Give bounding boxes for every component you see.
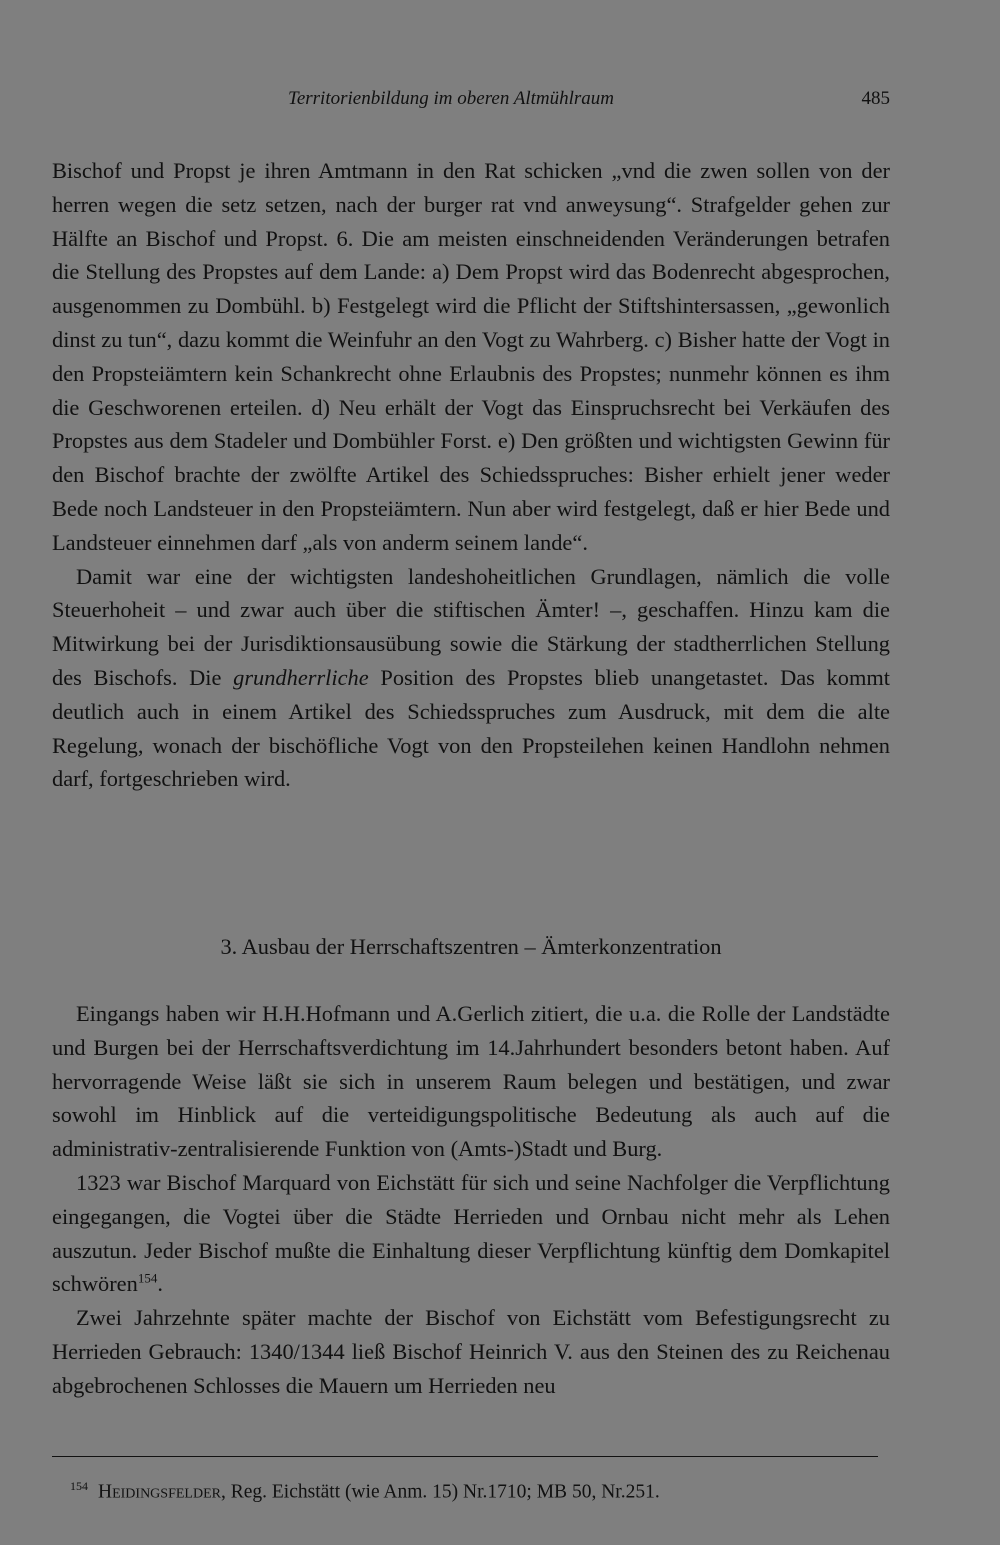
running-header: [52, 88, 890, 118]
footnote-reference[interactable]: 154: [137, 1270, 158, 1286]
text-run: 1323 war Bischof Marquard von Eichstätt für sich und seine Nachfolger die Verpflichtung eingegangen, die Vogtei über die Städte Herrieden und Ornbau nicht mehr als Lehen auszutun. Jeder Bischof mußte die Einhaltung dieser Verpflichtung künftig dem Domkapitel schwören: [52, 1169, 890, 1297]
paragraph: [52, 560, 890, 797]
paragraph: Zwei Jahrzehnte später machte der Bischof von Eichstätt vom Befestigungsrecht zu Herrieden Gebrauch: 1340/1344 ließ Bischof Heinrich V. aus den Steinen des zu Reichenau abgebrochenen Schlosses die Mauern um Herrieden neu: [52, 1305, 890, 1398]
text-run: .: [157, 1271, 163, 1297]
italic-term: grundherrliche: [233, 664, 369, 690]
running-title: Territorienbildung im oberen Altmühlraum: [288, 88, 615, 109]
section-1-text: [52, 154, 890, 796]
footnote-author: Heidingsfelder: [98, 1481, 221, 1503]
page-number: 485: [861, 88, 890, 109]
section-2-text: [52, 997, 890, 1403]
paragraph: [52, 1166, 890, 1301]
footnote-number: 154: [70, 1479, 88, 1493]
footnote: [70, 1472, 890, 1507]
section-heading: 3. Ausbau der Herrschaftszentren – Ämterkonzentration: [220, 934, 722, 959]
text-run: Damit war eine der wichtigsten landeshoheitlichen Grundlagen, nämlich die volle Steuerhoheit – und zwar auch über die stiftischen Ämter! –, geschaffen. Hinzu kam die Mitwirkung bei der Jurisdiktionsausübung sowie die Stärkung der stadtherrlichen Stellung des Bischofs. Die: [52, 563, 890, 690]
text-run: Position des Propstes blieb unangetastet. Das kommt deutlich auch in einem Artikel des Schiedsspruches zum Ausdruck, mit dem die alte Regelung, wonach der bischöfliche Vogt von den Propsteilehen keinen Handlohn nehmen darf, fortgeschrieben wird.: [52, 664, 891, 792]
paragraph: Eingangs haben wir H.H.Hofmann und A.Gerlich zitiert, die u.a. die Rolle der Landstädte und Burgen bei der Herrschaftsverdichtung im 14.Jahrhundert besonders betont haben. Auf hervorragende Weise läßt sie sich in unserem Raum belegen und bestätigen, und zwar sowohl im Hinblick auf die verteidigungspolitische Bedeutung als auch auf die administrativ-zentralisierende Funktion von (Amts-)Stadt und Burg.: [52, 1001, 890, 1162]
footnote-divider: [52, 1456, 878, 1457]
paragraph: Bischof und Propst je ihren Amtmann in den Rat schicken „vnd die zwen sollen von der herren wegen die setz setzen, nach der burger rat vnd anweysung“. Strafgelder gehen zur Hälfte an Bischof und Propst. 6. Die am meisten einschneidenden Veränderungen betrafen die Stellung des Propstes auf dem Lande: a) Dem Propst wird das Bodenrecht abgesprochen, ausgenommen zu Dombühl. b) Festgelegt wird die Pflicht der Stiftshintersassen, „gewonlich dinst zu tun“, dazu kommt die Weinfuhr an den Vogt zu Wahrberg. c) Bisher hatte der Vogt in den Propsteiämtern kein Schankrecht ohne Erlaubnis des Propstes; nunmehr können es ihm die Geschworenen erteilen. d) Neu erhält der Vogt das Einspruchsrecht bei Verkäufen des Propstes aus dem Stadeler und Dombühler Forst. e) Den größten und wichtigsten Gewinn für den Bischof brachte der zwölfte Artikel des Schiedsspruches: Bisher erhielt jener weder Bede noch Landsteuer in den Propsteiämtern. Nun aber wird festgelegt, daß er hier Bede und Landsteuer einnehmen darf „als von anderm seinem lande“.: [52, 158, 890, 555]
footnote-text: , Reg. Eichstätt (wie Anm. 15) Nr.1710; MB 50, Nr.251.: [220, 1481, 660, 1503]
